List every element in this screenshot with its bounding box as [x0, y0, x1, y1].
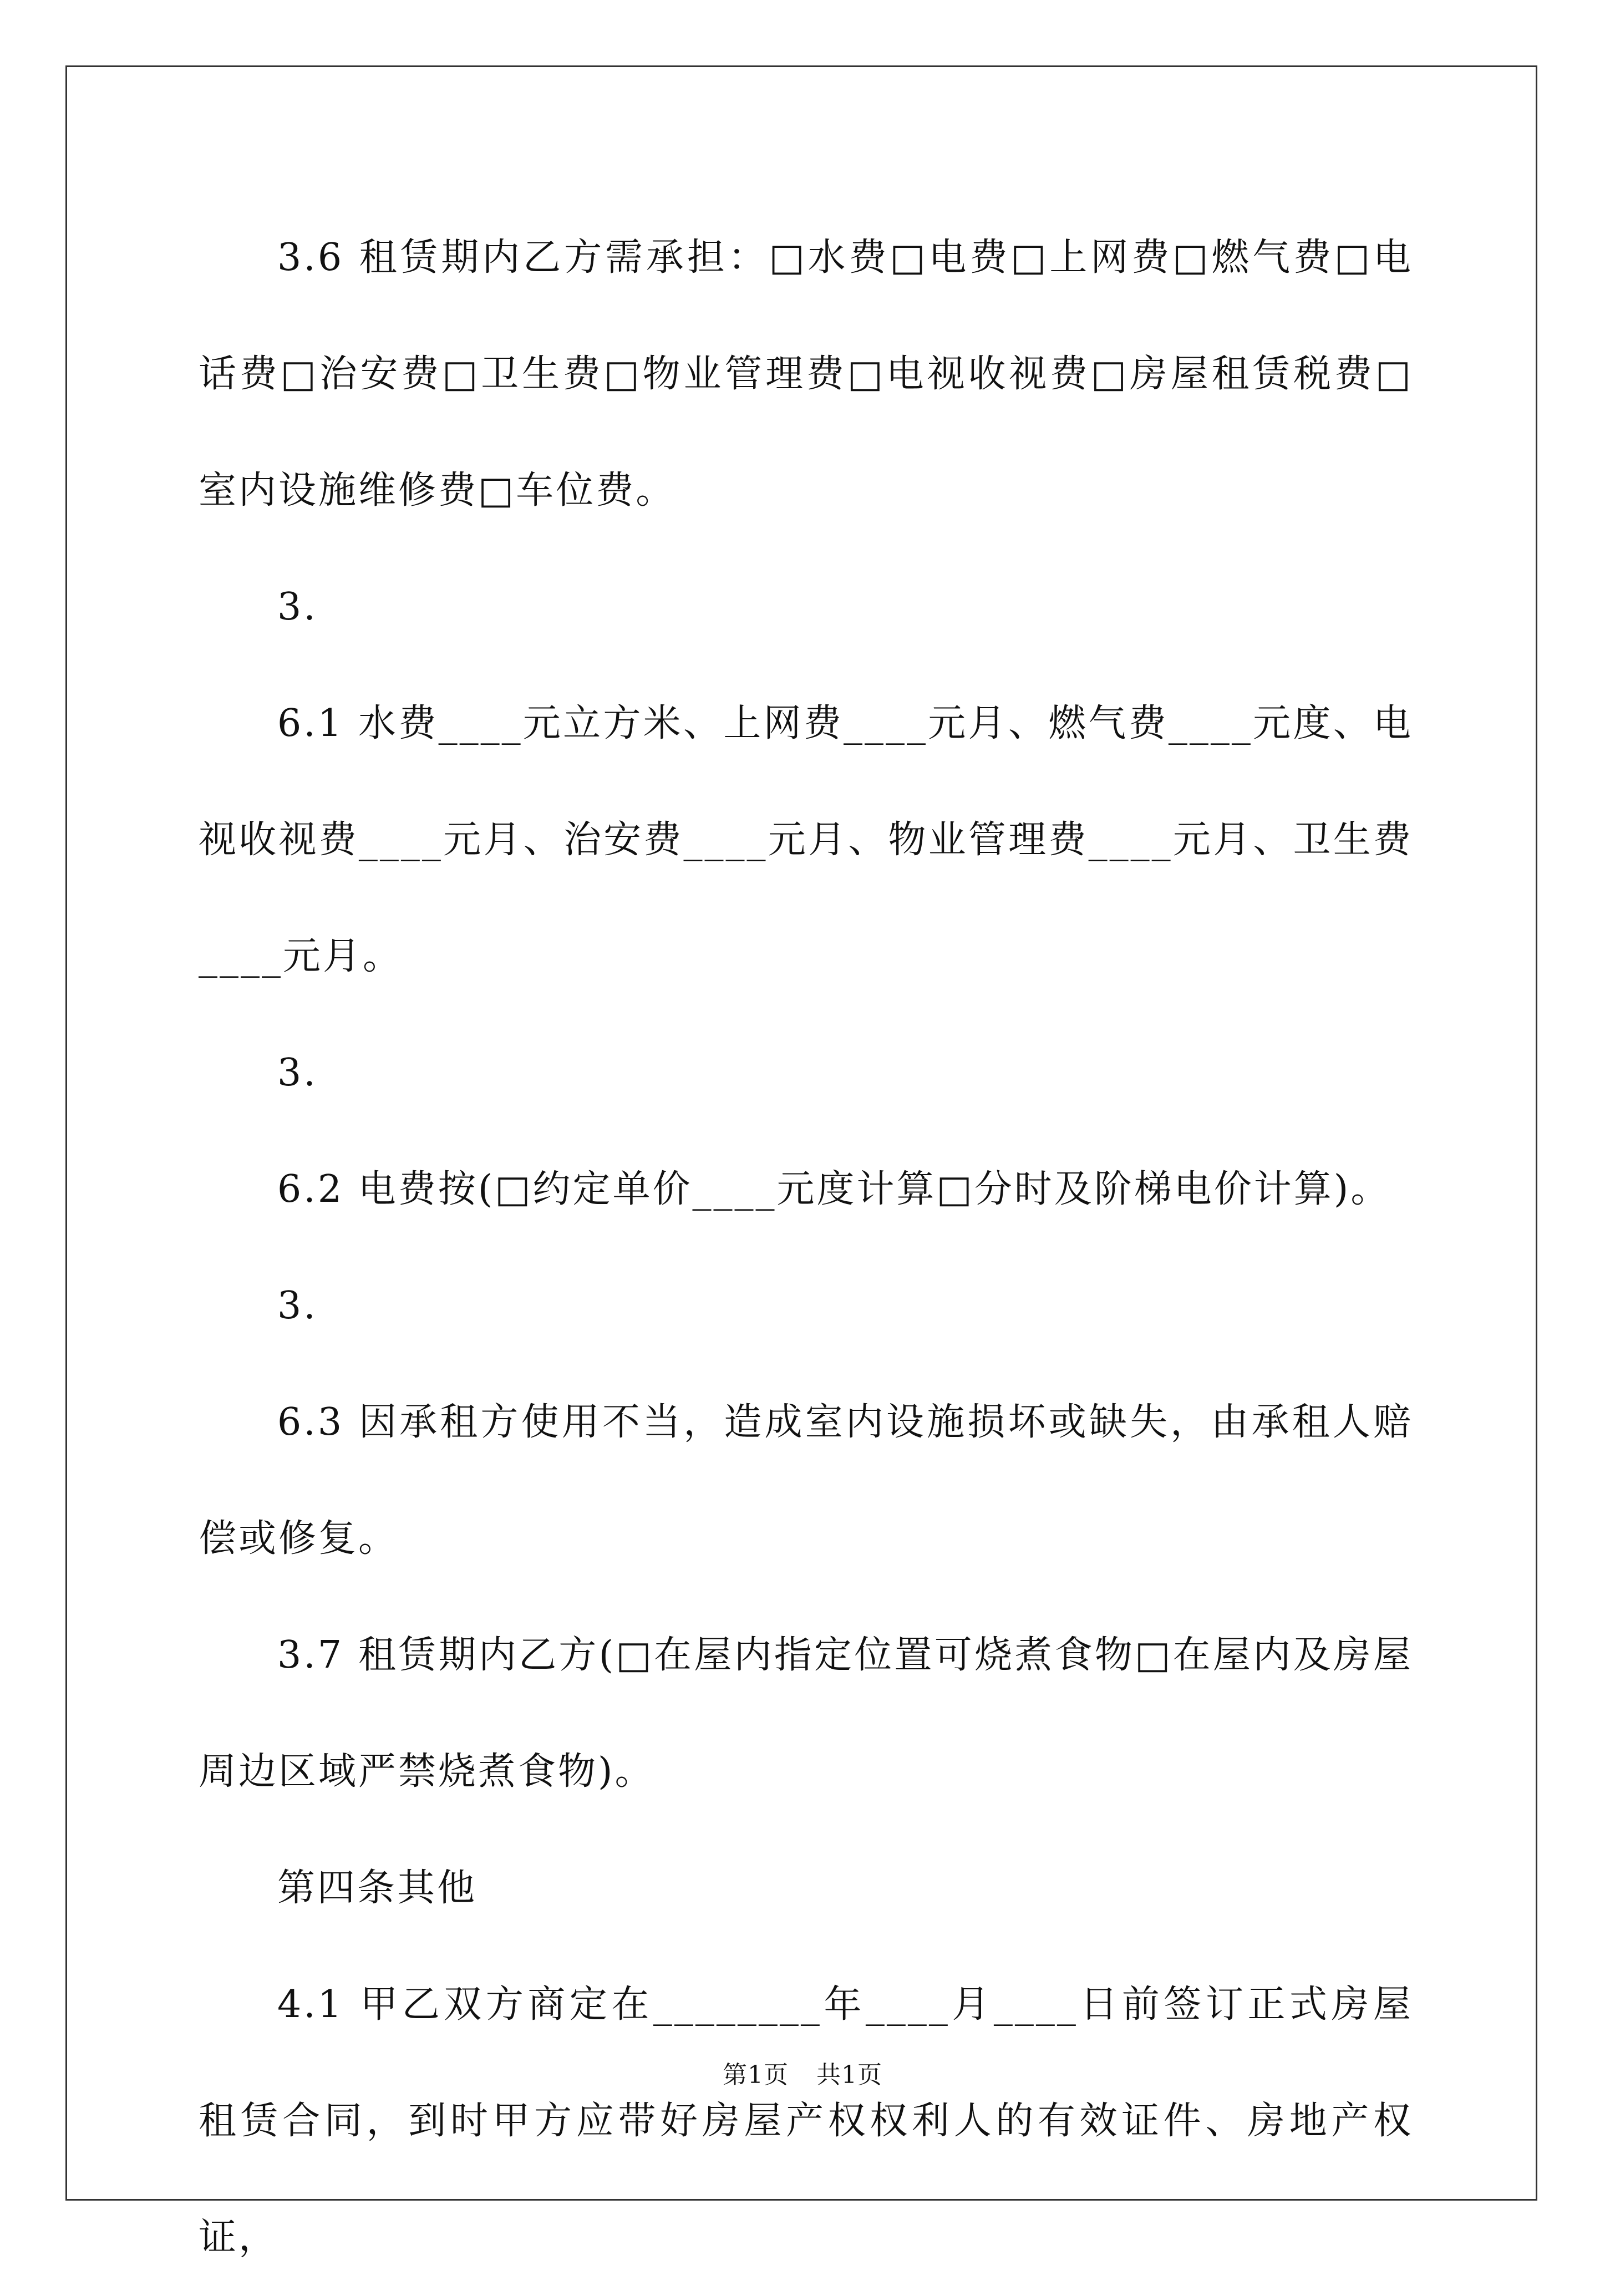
- page-total: 共1页: [816, 2061, 882, 2089]
- document-body: [199, 200, 1413, 2296]
- page-footer: [0, 2059, 1605, 2092]
- page-number: 第1页: [723, 2061, 789, 2089]
- paragraph: 3.7 租赁期内乙方(□在屋内指定位置可烧煮食物□在屋内及房屋周边区域严禁烧煮食物)。: [199, 1633, 1413, 1794]
- paragraph: 3.: [277, 1051, 318, 1095]
- paragraph: 3.6 租赁期内乙方需承担：□水费□电费□上网费□燃气费□电话费□治安费□卫生费□物业管理费□电视收视费□房屋租赁税费□室内设施维修费□车位费。: [199, 236, 1413, 512]
- paragraph: 6.3 因承租方使用不当，造成室内设施损坏或缺失，由承租人赔偿或修复。: [199, 1400, 1413, 1561]
- paragraph: 3.: [277, 1284, 318, 1328]
- paragraph: 6.1 水费____元立方米、上网费____元月、燃气费____元度、电视收视费____元月、治安费____元月、物业管理费____元月、卫生费____元月。: [199, 702, 1413, 978]
- paragraph: 3.: [277, 585, 318, 629]
- section-heading: 第四条其他: [277, 1866, 478, 1910]
- paragraph: 6.2 电费按(□约定单价____元度计算□分时及阶梯电价计算)。: [277, 1167, 1391, 1211]
- paragraph: 4.1 甲乙双方商定在________年____月____日前签订正式房屋租赁合同，到时甲方应带好房屋产权权利人的有效证件、房地产权证，: [199, 1983, 1413, 2259]
